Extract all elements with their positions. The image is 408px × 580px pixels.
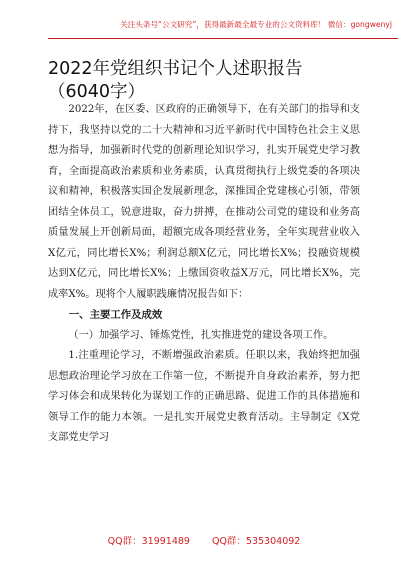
banner-text: 关注头条号“公文研究”，获得最新最全最专业的公文资料库！ 微信：gongwenyj (120, 19, 392, 29)
document-title: 2022年党组织书记个人述职报告（6040字） (48, 59, 303, 102)
footer-qq-group-2: QQ群：535304092 (211, 536, 301, 547)
header-banner (48, 10, 398, 39)
body-paragraph: 1.注重理论学习，不断增强政治素质。任职以来，我始终把加强思想政治理论学习放在工作第一位，不断提升自身政治素养，努力把学习体会和成果转化为谋划工作的正确思路、促进工作的具体措施和领导工作的能力本领。一是扎实开展党史教育活动。主导制定《X党支部党史学习 (48, 350, 360, 443)
footer-bar (0, 530, 408, 550)
footer-qq-group-1: QQ群：31991489 (107, 536, 190, 547)
document-body (48, 100, 360, 449)
subsection-heading: （一）加强学习、锤炼党性，扎实推进党的建设各项工作。 (68, 329, 334, 341)
intro-paragraph: 2022年，在区委、区政府的正确领导下，在有关部门的指导和支持下，我坚持以党的二十大精神和习近平新时代中国特色社会主义思想为指导，加强新时代党的创新理论知识学习，扎实开展党史学习教育，全面提高政治素质和业务素质，认真贯彻执行上级党委的各项决议和精神，积极落实国企发展新理念，深推国企党建核心引领，带领团结全体员工，锐意进取，奋力拼搏，在推动公司党的建设和业务高质量发展上开创新局面，超额完成各项经营业务，全年实现营业收入X亿元，同比增长X%；利润总额X亿元，同比增长X%；投融资规模达到X亿元，同比增长X%；上缴国资收益X万元，同比增长X%，完成率X%。现将个人履职践廉情况报告如下： (48, 104, 360, 300)
section-heading: 一、主要工作及成效 (68, 309, 163, 321)
